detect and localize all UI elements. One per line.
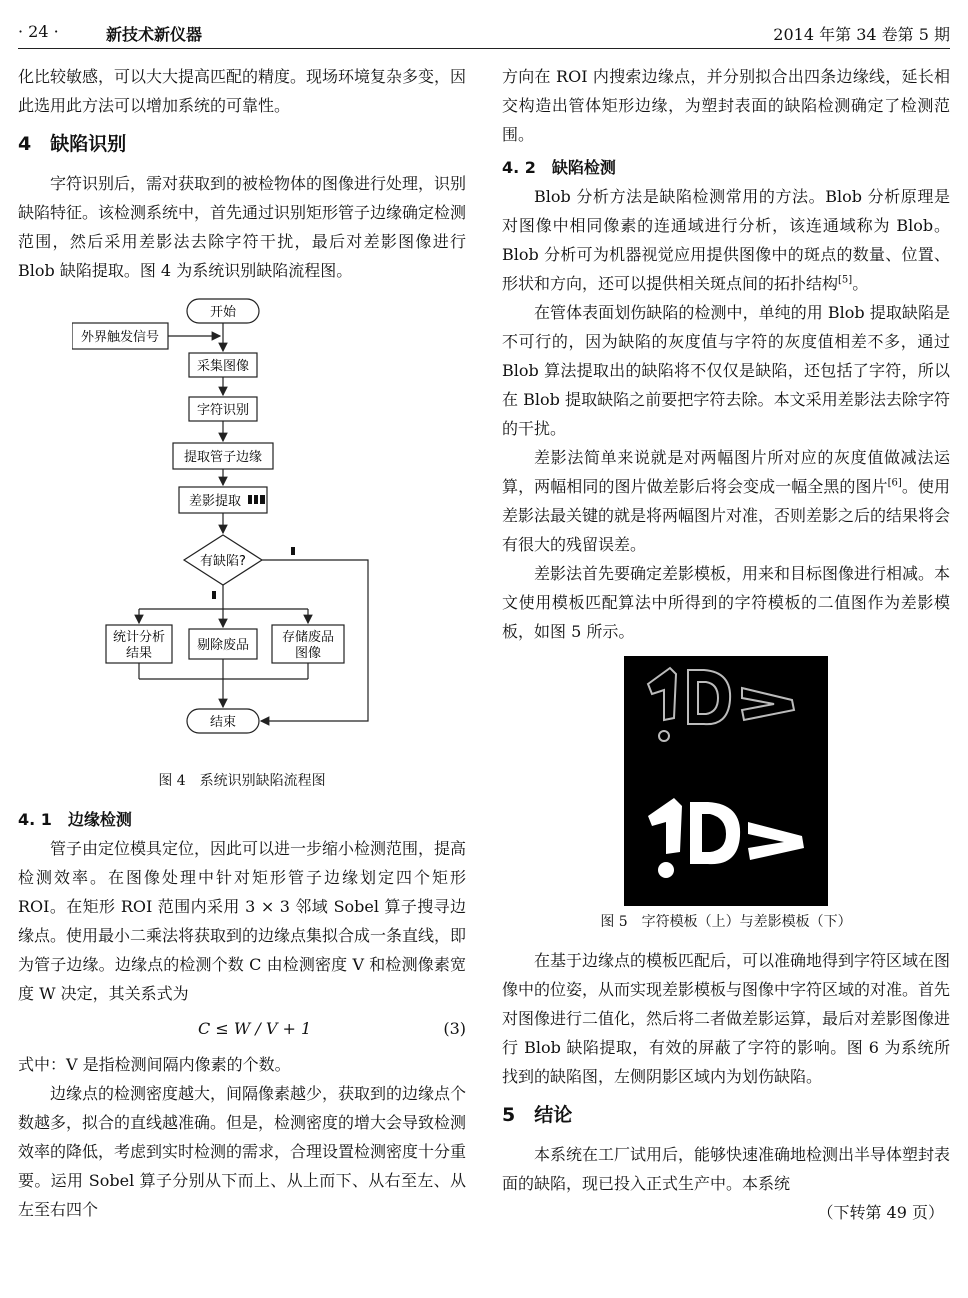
page-header (18, 18, 950, 49)
right-column (502, 62, 950, 1227)
paragraph: 差影法首先要确定差影模板，用来和目标图像进行相减。本文使用模板匹配算法中所得到的字符模板的二值图作为差影模板，如图 5 所示。 (502, 564, 951, 641)
paragraph-end: 。 (852, 274, 869, 293)
paragraph: 在管体表面划伤缺陷的检测中，单纯的用 Blob 提取缺陷是不可行的，因为缺陷的灰度值与字符的灰度值相差不多，通过 Blob 算法提取出的缺陷将不仅仅是缺陷，还包括了字符，所以在 Blob 提取缺陷之前要把字符去除。本文采用差影法去除字符的干扰。 (502, 303, 950, 438)
flow-store-label (282, 629, 334, 661)
flow-reject-label: 剔除废品 (196, 638, 250, 653)
flow-label-line: 存储废品 (281, 630, 335, 645)
equation-number: (3) (443, 1019, 466, 1038)
issue-info: 2014 年第 34 卷第 5 期 (773, 25, 950, 44)
section-4-heading: 4 缺陷识别 (18, 133, 127, 155)
paragraph: 化比较敏感，可以大大提高匹配的精度。现场环境复杂多变，因此选用此方法可以增加系统的可靠性。 (18, 67, 467, 115)
flow-stats-label (113, 629, 165, 661)
paragraph: 字符识别后，需对获取到的被检物体的图像进行处理，识别缺陷特征。该检测系统中，首先通过识别矩形管子边缘确定检测范围，然后采用差影法去除字符干扰，最后对差影图像进行 Blob 缺陷提取。图 4 为系统识别缺陷流程图。 (18, 174, 467, 280)
equation-expression: C ≤ W / V + 1 (198, 1019, 312, 1038)
flow-extract-edge-label: 提取管子边缘 (183, 450, 263, 465)
flow-end-label: 结束 (209, 715, 237, 730)
journal-name: 新技术新仪器 (106, 25, 203, 44)
diff-template-glyphs (648, 798, 804, 878)
flow-diff-extract-label: 差影提取 (188, 494, 242, 509)
paragraph (502, 182, 950, 298)
equation-3 (18, 1008, 466, 1050)
paragraph-text: 差影法简单来说就是对两幅图片所对应的灰度值做减法运算，两幅相同的图片做差影后将会变成一幅全黑的图片 (502, 448, 950, 496)
flow-label-line: 结果 (125, 646, 153, 661)
figure-5-image (624, 656, 828, 906)
paragraph-text: Blob 分析方法是缺陷检测常用的方法。Blob 分析原理是对图像中相同像素的连通域进行分析，该连通域称为 Blob。Blob 分析可为机器视觉应用提供图像中的斑点的数量、位置、形状和方向，还可以提供相关斑点间的拓扑结构 (502, 187, 950, 293)
page-number: · 24 · (18, 22, 59, 41)
paragraph: 方向在 ROI 内搜索边缘点，并分别拟合出四条边缘线，延长相交构造出管体矩形边缘，为塑封表面的缺陷检测确定了检测范围。 (502, 67, 950, 144)
flow-start-label: 开始 (209, 305, 237, 320)
flow-trigger-label: 外界触发信号 (80, 330, 160, 345)
figure-5-caption: 图 5 字符模板（上）与差影模板（下） (600, 914, 852, 930)
paragraph: 边缘点的检测密度越大，间隔像素越少，获取到的边缘点个数越多，拟合的直线越准确。但是，检测密度的增大会导致检测效率的降低，考虑到实时检测的需求，合理设置检测密度十分重要。运用 Sobel 算子分别从下而上、从上而下、从右至左、从左至右四个 (18, 1084, 467, 1219)
flow-char-recog-label: 字符识别 (196, 403, 250, 418)
paragraph: 本系统在工厂试用后，能够快速准确地检测出半导体塑封表面的缺陷，现已投入正式生产中。本系统 (502, 1145, 951, 1193)
citation-6: [6] (887, 477, 902, 489)
flow-label-line: 图像 (294, 646, 322, 661)
paragraph: 管子由定位模具定位，因此可以进一步缩小检测范围，提高检测效率。在图像处理中针对矩形管子边缘划定四个矩形 ROI。在矩形 ROI 范围内采用 3 × 3 邻域 Sobel 算子搜寻边缘点。使用最小二乘法将获取到的边缘点集拟合成一条直线，即为管子边缘。边缘点的检测个数 C 由检测密度 V 和检测像素宽度 W 决定，其关系式为 (18, 839, 467, 1003)
subsection-4-1-heading: 4. 1 边缘检测 (18, 810, 132, 829)
paragraph: 式中：V 是指检测间隔内像素的个数。 (18, 1055, 291, 1074)
char-template-outline (648, 668, 794, 741)
flow-capture-label: 采集图像 (196, 359, 250, 374)
citation-5: [5] (838, 274, 853, 286)
flow-decision-label: 有缺陷? (200, 554, 246, 569)
flow-label-line: 统计分析 (112, 630, 166, 645)
paragraph-end: 。使用差影法最关键的就是将两幅图片对准，否则差影之后的结果将会有很大的残留误差。 (502, 477, 951, 554)
section-5-heading: 5 结论 (502, 1104, 573, 1126)
figure-4-flowchart (72, 295, 412, 765)
paragraph (502, 443, 950, 559)
subsection-4-2-heading: 4. 2 缺陷检测 (502, 158, 616, 177)
left-column (18, 62, 466, 1224)
paragraph: 在基于边缘点的模板匹配后，可以准确地得到字符区域在图像中的位姿，从而实现差影模板与图像中字符区域的对准。首先对图像进行二值化，然后将二者做差影运算，最后对差影图像进行 Blob 缺陷提取，有效的屏蔽了字符的影响。图 6 为系统所找到的缺陷图，左侧阴影区域内为划伤缺陷。 (502, 951, 951, 1086)
figure-4-caption: 图 4 系统识别缺陷流程图 (158, 773, 326, 789)
continued-note: （下转第 49 页） (817, 1203, 944, 1222)
